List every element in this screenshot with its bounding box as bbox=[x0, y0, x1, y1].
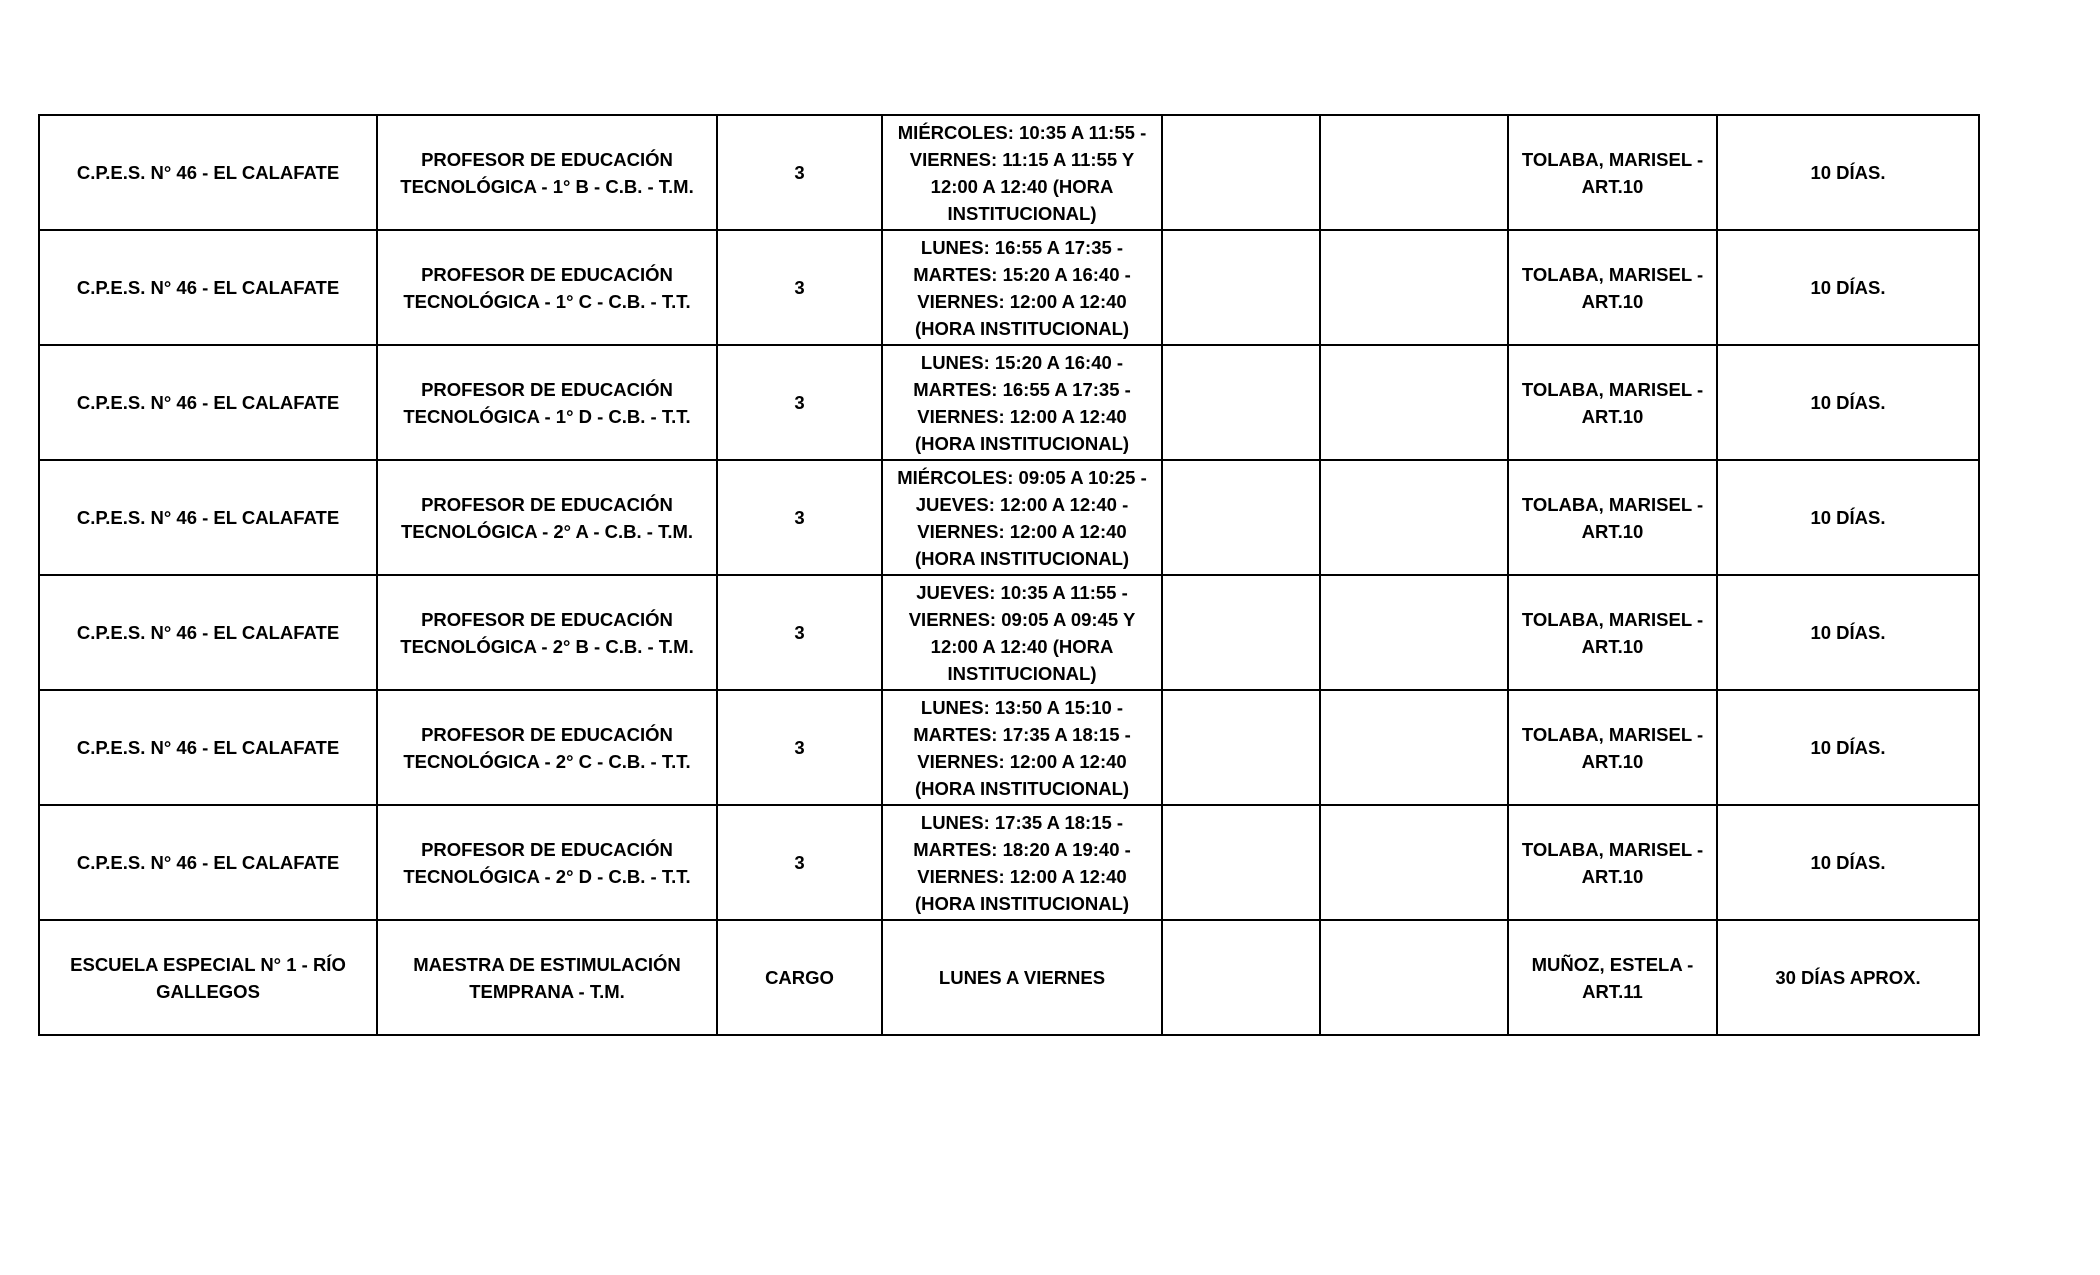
replaces-cell: TOLABA, MARISEL - ART.10 bbox=[1508, 805, 1717, 920]
schedule-cell: LUNES: 13:50 A 15:10 - MARTES: 17:35 A 18:15 - VIERNES: 12:00 A 12:40 (HORA INSTITUCIONAL) bbox=[882, 690, 1162, 805]
school-cell: C.P.E.S. N° 46 - EL CALAFATE bbox=[39, 460, 377, 575]
empty-cell bbox=[1320, 920, 1508, 1035]
hours-cell: 3 bbox=[717, 575, 882, 690]
duration-cell: 10 DÍAS. bbox=[1717, 345, 1979, 460]
position-cell: PROFESOR DE EDUCACIÓN TECNOLÓGICA - 2° B - C.B. - T.M. bbox=[377, 575, 717, 690]
position-cell: PROFESOR DE EDUCACIÓN TECNOLÓGICA - 1° D - C.B. - T.T. bbox=[377, 345, 717, 460]
replaces-cell: TOLABA, MARISEL - ART.10 bbox=[1508, 345, 1717, 460]
position-cell: PROFESOR DE EDUCACIÓN TECNOLÓGICA - 1° B - C.B. - T.M. bbox=[377, 115, 717, 230]
empty-cell bbox=[1162, 690, 1320, 805]
school-cell: C.P.E.S. N° 46 - EL CALAFATE bbox=[39, 690, 377, 805]
empty-cell bbox=[1162, 575, 1320, 690]
empty-cell bbox=[1162, 345, 1320, 460]
empty-cell bbox=[1162, 460, 1320, 575]
empty-cell bbox=[1162, 230, 1320, 345]
school-cell: C.P.E.S. N° 46 - EL CALAFATE bbox=[39, 345, 377, 460]
schedule-cell: LUNES A VIERNES bbox=[882, 920, 1162, 1035]
table-row bbox=[39, 920, 1979, 1035]
duration-cell: 10 DÍAS. bbox=[1717, 460, 1979, 575]
vacancies-table bbox=[38, 114, 1980, 1036]
empty-cell bbox=[1320, 230, 1508, 345]
hours-cell: 3 bbox=[717, 230, 882, 345]
empty-cell bbox=[1320, 460, 1508, 575]
duration-cell: 10 DÍAS. bbox=[1717, 575, 1979, 690]
empty-cell bbox=[1320, 805, 1508, 920]
table-row bbox=[39, 575, 1979, 690]
replaces-cell: TOLABA, MARISEL - ART.10 bbox=[1508, 690, 1717, 805]
empty-cell bbox=[1320, 115, 1508, 230]
school-cell: C.P.E.S. N° 46 - EL CALAFATE bbox=[39, 805, 377, 920]
table-row bbox=[39, 460, 1979, 575]
empty-cell bbox=[1162, 115, 1320, 230]
duration-cell: 10 DÍAS. bbox=[1717, 690, 1979, 805]
position-cell: PROFESOR DE EDUCACIÓN TECNOLÓGICA - 2° D - C.B. - T.T. bbox=[377, 805, 717, 920]
school-cell: C.P.E.S. N° 46 - EL CALAFATE bbox=[39, 230, 377, 345]
school-cell: C.P.E.S. N° 46 - EL CALAFATE bbox=[39, 115, 377, 230]
empty-cell bbox=[1320, 345, 1508, 460]
empty-cell bbox=[1320, 690, 1508, 805]
replaces-cell: TOLABA, MARISEL - ART.10 bbox=[1508, 460, 1717, 575]
hours-cell: 3 bbox=[717, 690, 882, 805]
replaces-cell: TOLABA, MARISEL - ART.10 bbox=[1508, 115, 1717, 230]
empty-cell bbox=[1162, 805, 1320, 920]
table-row bbox=[39, 690, 1979, 805]
schedule-cell: LUNES: 16:55 A 17:35 - MARTES: 15:20 A 16:40 - VIERNES: 12:00 A 12:40 (HORA INSTITUCIONAL) bbox=[882, 230, 1162, 345]
school-cell: ESCUELA ESPECIAL N° 1 - RÍO GALLEGOS bbox=[39, 920, 377, 1035]
schedule-cell: MIÉRCOLES: 10:35 A 11:55 - VIERNES: 11:15 A 11:55 Y 12:00 A 12:40 (HORA INSTITUCIONAL) bbox=[882, 115, 1162, 230]
schedule-cell: MIÉRCOLES: 09:05 A 10:25 - JUEVES: 12:00 A 12:40 - VIERNES: 12:00 A 12:40 (HORA INSTITUCIONAL) bbox=[882, 460, 1162, 575]
schedule-cell: LUNES: 15:20 A 16:40 - MARTES: 16:55 A 17:35 - VIERNES: 12:00 A 12:40 (HORA INSTITUCIONAL) bbox=[882, 345, 1162, 460]
replaces-cell: TOLABA, MARISEL - ART.10 bbox=[1508, 230, 1717, 345]
position-cell: MAESTRA DE ESTIMULACIÓN TEMPRANA - T.M. bbox=[377, 920, 717, 1035]
hours-cell: 3 bbox=[717, 345, 882, 460]
duration-cell: 10 DÍAS. bbox=[1717, 230, 1979, 345]
position-cell: PROFESOR DE EDUCACIÓN TECNOLÓGICA - 2° C - C.B. - T.T. bbox=[377, 690, 717, 805]
table-row bbox=[39, 115, 1979, 230]
schedule-cell: JUEVES: 10:35 A 11:55 - VIERNES: 09:05 A 09:45 Y 12:00 A 12:40 (HORA INSTITUCIONAL) bbox=[882, 575, 1162, 690]
duration-cell: 30 DÍAS APROX. bbox=[1717, 920, 1979, 1035]
duration-cell: 10 DÍAS. bbox=[1717, 805, 1979, 920]
replaces-cell: TOLABA, MARISEL - ART.10 bbox=[1508, 575, 1717, 690]
empty-cell bbox=[1320, 575, 1508, 690]
hours-cell: 3 bbox=[717, 460, 882, 575]
school-cell: C.P.E.S. N° 46 - EL CALAFATE bbox=[39, 575, 377, 690]
table-row bbox=[39, 805, 1979, 920]
duration-cell: 10 DÍAS. bbox=[1717, 115, 1979, 230]
hours-cell: 3 bbox=[717, 115, 882, 230]
table-row bbox=[39, 230, 1979, 345]
replaces-cell: MUÑOZ, ESTELA - ART.11 bbox=[1508, 920, 1717, 1035]
table-row bbox=[39, 345, 1979, 460]
empty-cell bbox=[1162, 920, 1320, 1035]
position-cell: PROFESOR DE EDUCACIÓN TECNOLÓGICA - 2° A - C.B. - T.M. bbox=[377, 460, 717, 575]
hours-cell: 3 bbox=[717, 805, 882, 920]
schedule-cell: LUNES: 17:35 A 18:15 - MARTES: 18:20 A 19:40 - VIERNES: 12:00 A 12:40 (HORA INSTITUCIONAL) bbox=[882, 805, 1162, 920]
position-cell: PROFESOR DE EDUCACIÓN TECNOLÓGICA - 1° C - C.B. - T.T. bbox=[377, 230, 717, 345]
hours-cell: CARGO bbox=[717, 920, 882, 1035]
